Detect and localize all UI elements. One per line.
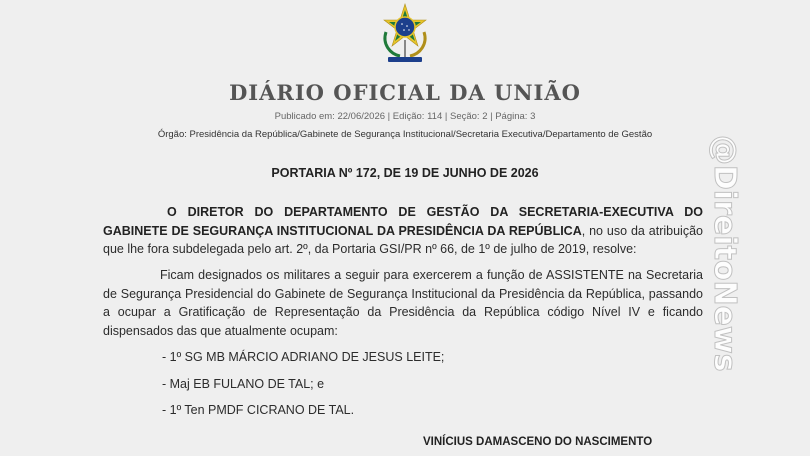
brazil-coat-of-arms-icon xyxy=(378,2,432,66)
list-item: - Maj EB FULANO DE TAL; e xyxy=(162,377,325,391)
signature-name: VINÍCIUS DAMASCENO DO NASCIMENTO xyxy=(423,436,653,448)
paragraph-preamble xyxy=(103,203,703,259)
preamble-lead: O DIRETOR DO DEPARTAMENTO DE GESTÃO DA SECRETARIA-EXECUTIVA DO GABINETE DE SEGURANÇA INSTITUCIONAL DA PRESIDÊNCIA DA REPÚBLICA xyxy=(103,205,703,238)
gazette-title: DIÁRIO OFICIAL DA UNIÃO xyxy=(229,80,581,105)
publication-meta: Publicado em: 22/06/2026 | Edição: 114 | Seção: 2 | Página: 3 xyxy=(274,111,536,122)
preamble-rest: , no uso da atribuição que lhe fora subdelegada pelo art. 2º, da Portaria GSI/PR nº 66, de 1º de julho de 2019, resolve: xyxy=(103,223,703,256)
portaria-title: PORTARIA Nº 172, DE 19 DE JUNHO DE 2026 xyxy=(271,166,539,180)
list-item: - 1º Ten PMDF CICRANO DE TAL. xyxy=(162,403,355,417)
designation-text: Ficam designados os militares a seguir para exercerem a função de ASSISTENTE na Secretaria de Segurança Presidencial do Gabinete de Segurança Institucional da Presidência da República, passando a ocupar a Gratificação de Representação da Presidência da República código Nível IV e ficando dispensados das que atualmente ocupam: xyxy=(103,268,703,338)
watermark-text: @DireitoNews xyxy=(707,135,742,372)
list-item: - 1º SG MB MÁRCIO ADRIANO DE JESUS LEITE; xyxy=(162,350,445,364)
paragraph-designation xyxy=(103,266,703,340)
issuing-body: Órgão: Presidência da República/Gabinete de Segurança Institucional/Secretaria Executiva/Departamento de Gestão xyxy=(157,129,653,140)
